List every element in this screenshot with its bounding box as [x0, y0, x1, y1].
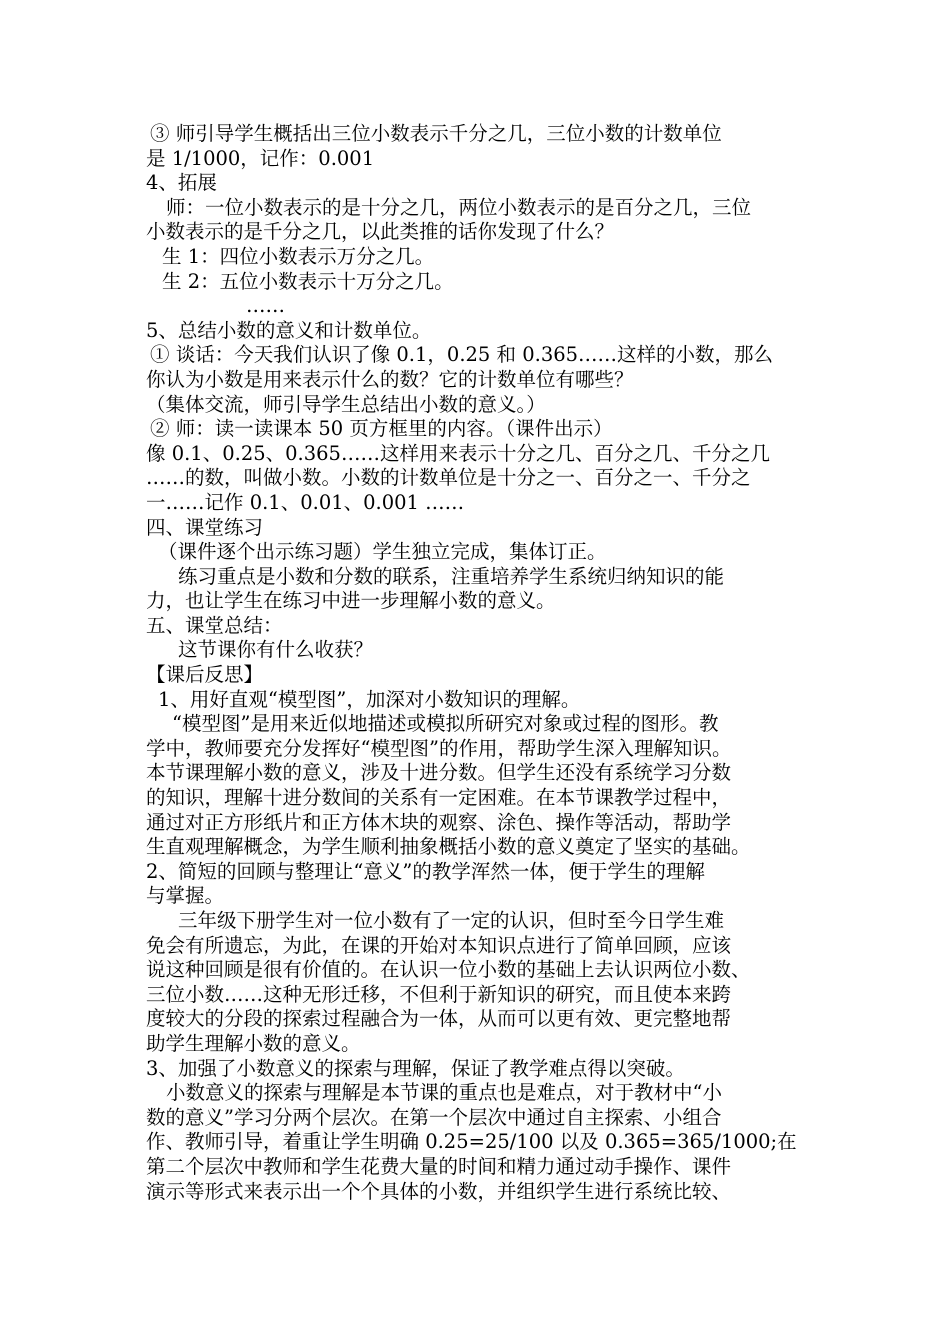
text-line: 练习重点是小数和分数的联系，注重培养学生系统归纳知识的能: [178, 564, 725, 588]
text-line: ③ 师引导学生概括出三位小数表示千分之几，三位小数的计数单位: [150, 122, 722, 145]
text-line: 说这种回顾是很有价值的。在认识一位小数的基础上去认识两位小数、: [146, 958, 751, 982]
text-line: 1、用好直观“模型图”，加深对小数知识的理解。: [158, 687, 581, 711]
text-line: 数的意义”学习分两个层次。在第一个层次中通过自主探索、小组合: [146, 1105, 722, 1129]
text-line: 3、加强了小数意义的探索与理解，保证了教学难点得以突破。: [146, 1056, 685, 1080]
text-line: 的知识，理解十进分数间的关系有一定困难。在本节课教学过程中，: [146, 786, 732, 810]
document-page: [146, 122, 816, 1204]
section-heading: 【课后反思】: [146, 663, 264, 687]
text-line: ① 谈话：今天我们认识了像 0.1，0.25 和 0.365……这样的小数，那么: [150, 343, 774, 367]
text-line: 小数意义的探索与理解是本节课的重点也是难点，对于教材中“小: [166, 1081, 722, 1105]
section-heading: 4、拓展: [146, 171, 217, 195]
text-line: 第二个层次中教师和学生花费大量的时间和精力通过动手操作、课件: [146, 1154, 732, 1178]
text-line: 像 0.1、0.25、0.365……这样用来表示十分之几、百分之几、千分之几: [146, 441, 770, 465]
text-line: 与掌握。: [146, 884, 225, 908]
text-line: 三年级下册学生对一位小数有了一定的认识，但时至今日学生难: [178, 909, 725, 932]
text-line: 本节课理解小数的意义，涉及十进分数。但学生还没有系统学习分数: [146, 761, 732, 785]
text-line: （集体交流，师引导学生总结出小数的意义。）: [146, 392, 546, 416]
text-line: 师：一位小数表示的是十分之几，两位小数表示的是百分之几，三位: [166, 195, 752, 219]
text-line: 生直观理解概念，为学生顺利抽象概括小数的意义奠定了坚实的基础。: [146, 835, 751, 859]
text-line: 一……记作 0.1、0.01、0.001 ……: [146, 490, 465, 514]
text-line: 生 2：五位小数表示十万分之几。: [162, 269, 454, 293]
text-line: ② 师：读一读课本 50 页方框里的内容。（课件出示）: [150, 417, 613, 441]
text-line: （课件逐个出示练习题）学生独立完成，集体订正。: [158, 540, 607, 564]
text-line: 通过对正方形纸片和正方体木块的观察、涂色、操作等活动，帮助学: [146, 810, 732, 834]
section-heading: 四、课堂练习: [146, 515, 264, 539]
section-heading: 5、总结小数的意义和计数单位。: [146, 318, 432, 342]
text-line: 免会有所遗忘，为此，在课的开始对本知识点进行了简单回顾，应该: [146, 933, 732, 957]
section-heading: 五、课堂总结：: [146, 613, 283, 637]
text-line: 是 1/1000，记作：0.001: [146, 146, 375, 170]
text-line: 作、教师引导，着重让学生明确 0.25=25/100 以及 0.365=365/1000;在: [146, 1130, 797, 1154]
text-line: 度较大的分段的探索过程融合为一体，从而可以更有效、更完整地帮: [146, 1007, 732, 1031]
text-line: 力，也让学生在练习中进一步理解小数的意义。: [146, 589, 556, 613]
text-line: 三位小数……这种无形迁移，不但利于新知识的研究，而且使本来跨: [146, 982, 732, 1006]
text-line: 生 1：四位小数表示万分之几。: [162, 244, 435, 268]
text-line: 学中，教师要充分发挥好“模型图”的作用，帮助学生深入理解知识。: [146, 736, 732, 760]
text-line: 你认为小数是用来表示什么的数？它的计数单位有哪些？: [146, 367, 634, 391]
text-line: 助学生理解小数的意义。: [146, 1031, 361, 1055]
text-line: 小数表示的是千分之几，以此类推的话你发现了什么？: [146, 220, 615, 244]
text-line: 这节课你有什么收获？: [178, 638, 374, 662]
text-line: 2、简短的回顾与整理让“意义”的教学浑然一体，便于学生的理解: [146, 859, 705, 883]
text-line: “模型图”是用来近似地描述或模拟所研究对象或过程的图形。教: [172, 712, 719, 736]
text-line: 演示等形式来表示出一个个具体的小数，并组织学生进行系统比较、: [146, 1179, 732, 1203]
text-line: ……: [246, 294, 285, 318]
text-line: ……的数，叫做小数。小数的计数单位是十分之一、百分之一、千分之: [146, 466, 751, 490]
